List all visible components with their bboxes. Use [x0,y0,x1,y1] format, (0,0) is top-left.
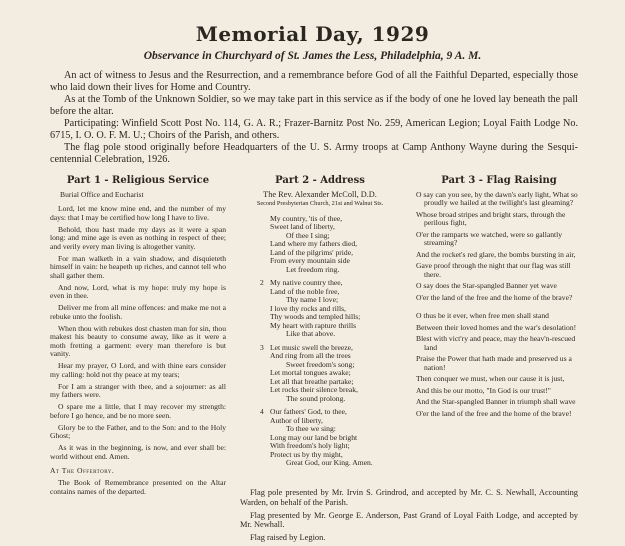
hymn-verse [240,279,400,339]
part1-heading: Part 1 - Religious Service [66,175,210,186]
verse-line: The sound prolong. [286,393,346,403]
anthem-line: Between their loved homes and the war's desolation! [416,322,577,332]
verse-line: Sweet land of liberty, [270,222,335,231]
book-note: The Book of Remembrance presented on the Altar contains names of the departed. [50,478,226,496]
flag-note: Flag raised by Legion. [250,533,326,543]
verse-line: My country, 'tis of thee, [270,213,343,223]
verse-line: Thy woods and templed hills; [270,312,361,321]
anthem-line: O'er the land of the free and the home of the brave! [416,408,572,418]
verse-line: Like that above. [286,329,336,338]
anthem-line: O'er the land of the free and the home of the brave? [416,292,573,302]
hymn-verse [240,215,400,275]
verse-line: And ring from all the trees [270,351,351,360]
anthem-line: And this be our motto, "In God is our trust!" [416,385,551,395]
psalm-paragraph: O spare me a little, that I may recover my strength: before I go hence, and be no more seen. [50,402,226,420]
verse-line: To thee we sing: [286,424,336,433]
flag-note: Flag presented by Mr. George E. Anderson, Past Grand of Loyal Faith Lodge, and accepted by Mr. Newhall. [240,510,578,530]
flag-notes [240,488,578,546]
hymn-verse [240,344,400,404]
verse-line: Great God, our King. Amen. [286,458,373,467]
verse-number: 4 [260,407,264,416]
page-title: Memorial Day, 1929 [195,22,430,46]
verse-line: Land where my fathers died, [270,239,358,248]
verse-line: My heart with rapture thrills [270,320,357,330]
page-subtitle: Observance in Churchyard of St. James the Less, Philadelphia, 9 A. M. [143,50,482,62]
psalm-paragraph: For I am a stranger with thee, and a sojourner: as all my fathers were. [50,381,226,399]
psalm-paragraph: Glory be to the Father, and to the Son: and to the Holy Ghost; [50,422,226,440]
anthem-line: And the Star-spangled Banner in triumph shall wave [416,397,576,406]
intro-paragraph: The flag pole stood originally before Headquarters of the U. S. Army troops at Camp Anthony Wayne during the Sesqui-centennial Celebration, 1926. [50,142,578,165]
part2-column [240,177,400,473]
verse-line: Of thee I sing; [286,230,330,240]
part3-heading: Part 3 - Flag Raising [441,175,557,186]
part3-column [416,177,582,421]
verse-line: I love thy rocks and rills, [270,303,346,313]
verse-line: Let all that breathe partake; [270,376,354,386]
speaker-name: The Rev. Alexander McColl, D.D. [263,189,377,199]
psalm-paragraph: Lord, let me know mine end, and the number of my days: that I may be certified how long I have to live. [50,204,226,222]
anthem-line: Then conquer we must, when our cause it is just, [416,374,565,383]
intro-paragraph: An act of witness to Jesus and the Resurrection, and a remembrance before God of all the Faithful Departed, especially those who laid down their lives for Home and Country. [50,70,578,93]
psalm-paragraph: When thou with rebukes dost chasten man for sin, thou makest his beauty to consume away, like as it were a moth fretting a garment: every man therefore is but vanity. [50,323,226,358]
part1-subheading: Burial Office and Eucharist [60,189,144,199]
verse-line: Author of liberty, [270,415,323,425]
verse-number: 2 [260,278,264,287]
verse-line: My native country thee, [270,278,343,287]
speaker-church: Second Presbyterian Church, 21st and Walnut Sts. [256,200,384,207]
verse-line: With freedom's holy light; [270,441,350,450]
verse-line: Land of the noble free, [270,286,340,296]
psalm-paragraph: As it was in the beginning, is now, and ever shall be: world without end. Amen. [50,443,226,461]
psalm-paragraph: And now, Lord, what is my hope: truly my hope is even in thee. [50,282,226,300]
psalm-paragraph: For man walketh in a vain shadow, and disquieteth himself in vain: he heapeth up riches, and cannot tell who shall gather them. [50,253,226,280]
verse-line: Let freedom ring. [286,264,340,274]
psalm-paragraph: Behold, thou hast made my days as it were a span long: and mine age is even as nothing in respect of thee; and verily every man living is altogether vanity. [50,224,226,251]
anthem-line: O say can you see, by the dawn's early light, What so proudly we hailed at the twilight's last gleaming? [416,189,578,207]
anthem-line: Whose broad stripes and bright stars, through the perilous fight, [416,209,566,227]
anthem-line: O thus be it ever, when free men shall stand [416,311,549,320]
intro-paragraph: Participating: Winfield Scott Post No. 114, G. A. R.; Frazer-Barnitz Post No. 259, American Legion; Loyal Faith Lodge No. 6715, I. O. O. F. M. U.; Choirs of the Parish, and others. [50,118,578,141]
psalm-paragraph: Hear my prayer, O Lord, and with thine ears consider my calling: hold not thy peace at my tears; [50,361,226,379]
anthem-line: Blest with vict'ry and peace, may the heav'n-rescued land [416,334,576,352]
part2-heading: Part 2 - Address [275,175,365,186]
anthem-line: And the rocket's red glare, the bombs bursting in air, [416,249,576,259]
hymn-verse [240,408,400,468]
flag-note: Flag pole presented by Mr. Irvin S. Grindrod, and accepted by Mr. C. S. Newhall, Accounting Warden, on behalf of the Parish. [240,488,578,507]
anthem-line: Praise the Power that hath made and preserved us a nation! [416,354,572,372]
anthem-line: O'er the ramparts we watched, were so gallantly streaming? [416,229,563,247]
verse-number: 3 [260,342,264,352]
psalm-paragraph: Deliver me from all mine offences: and make me not a rebuke unto the foolish. [50,303,226,321]
verse-line: Let mortal tongues awake; [270,368,351,377]
verse-line: Let rocks their silence break, [270,385,358,394]
offertory-label: At The Offertory. [50,466,115,475]
verse-line: Let music swell the breeze, [270,342,353,352]
anthem-line: Gave proof through the night that our flag was still there. [416,261,571,279]
verse-line: Sweet freedom's song; [286,359,355,369]
part1-column [50,177,226,500]
verse-line: Protect us by thy might, [270,449,343,459]
verse-line: Long may our land be bright [270,432,358,442]
verse-line: Land of the pilgrims' pride, [270,247,353,257]
verse-line: Our fathers' God, to thee, [270,407,347,416]
anthem-line: O say does the Star-spangled Banner yet wave [416,281,557,290]
verse-line: From every mountain side [270,256,350,265]
intro-paragraph: As at the Tomb of the Unknown Soldier, so we may take part in this service as if the body of one he loved lay beneath the pall before the altar. [50,94,578,117]
verse-line: Thy name I love; [286,295,339,304]
